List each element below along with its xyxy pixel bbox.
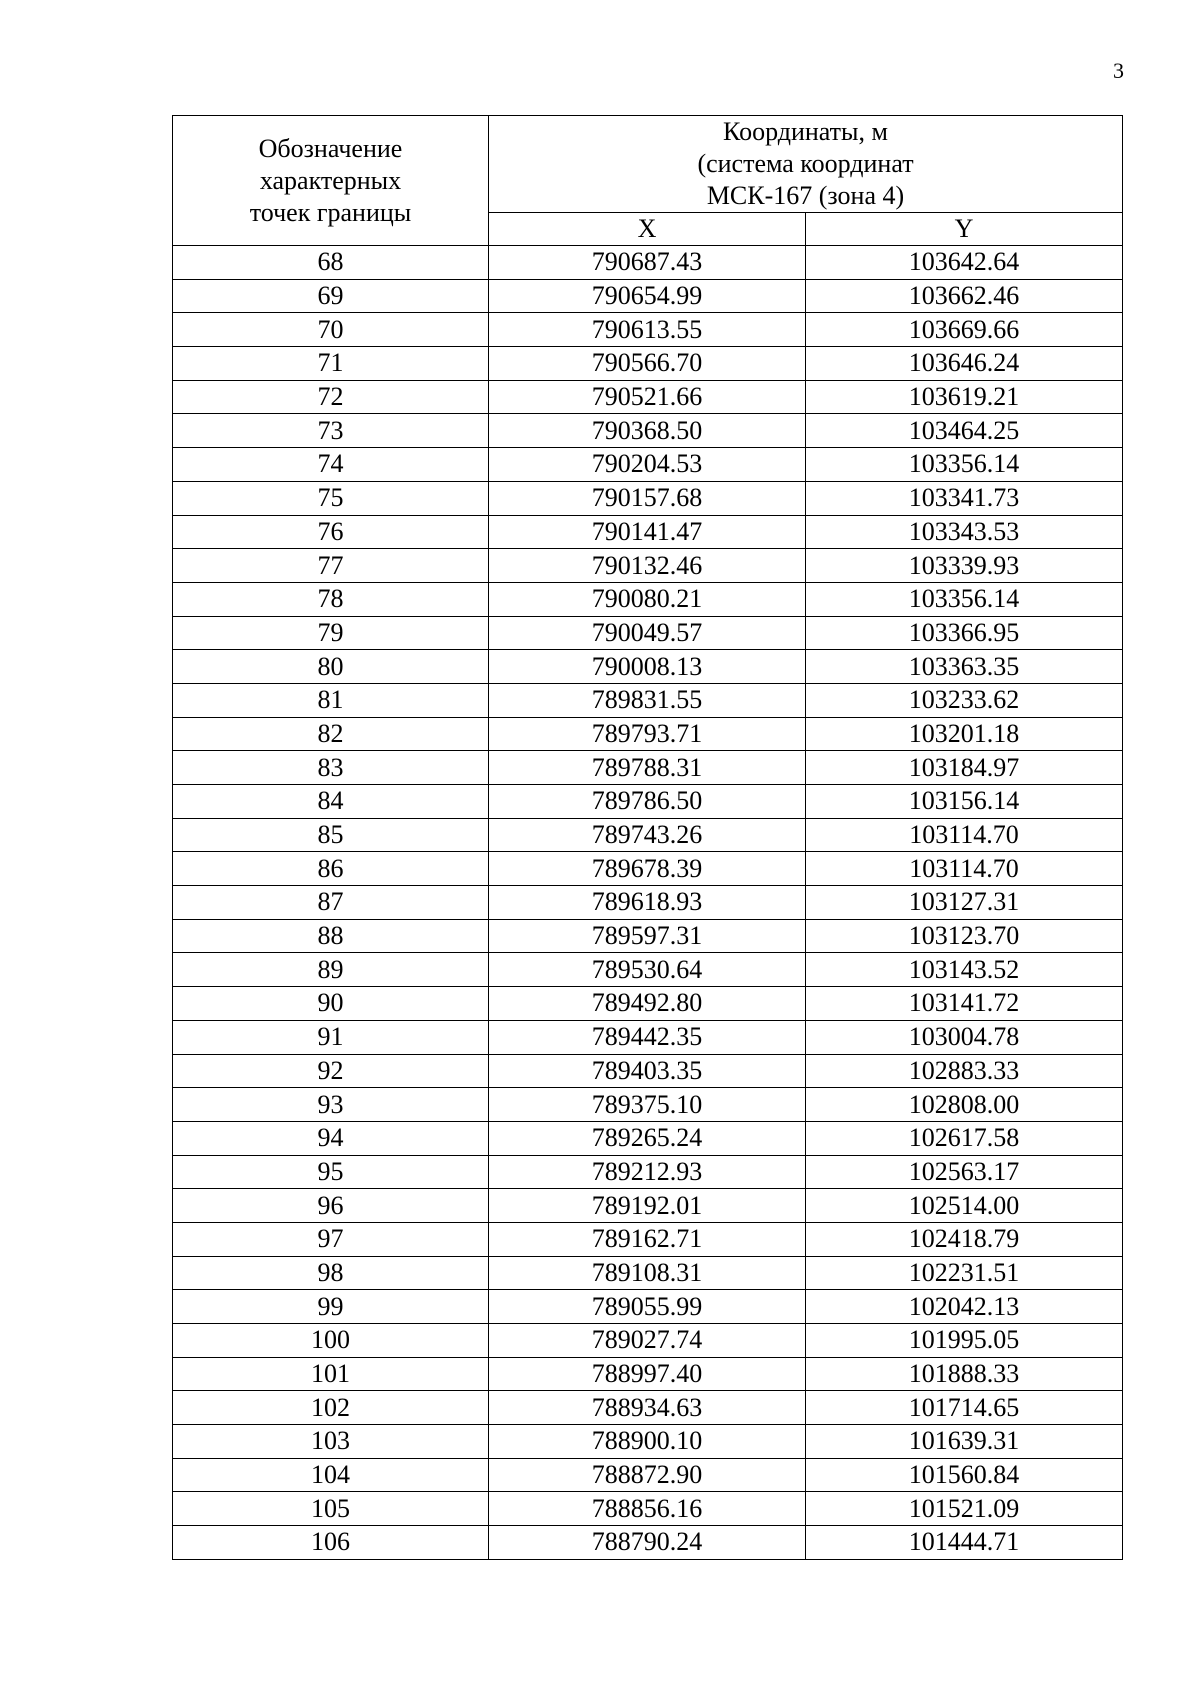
x-coordinate-cell: 789192.01 [489,1189,806,1223]
table-body [173,246,1123,1560]
x-coordinate-cell: 790132.46 [489,549,806,583]
point-number-cell: 77 [173,549,489,583]
point-number-cell: 104 [173,1458,489,1492]
coordinates-column-header [489,116,1123,213]
point-number-cell: 74 [173,448,489,482]
point-number-cell: 87 [173,886,489,920]
table-row [173,1155,1123,1189]
table-row [173,683,1123,717]
y-coordinate-cell: 103127.31 [806,886,1123,920]
point-number-cell: 72 [173,380,489,414]
table-row [173,313,1123,347]
x-coordinate-cell: 789831.55 [489,683,806,717]
table-row [173,818,1123,852]
table-row [173,852,1123,886]
point-number-cell: 103 [173,1425,489,1459]
table-row [173,1088,1123,1122]
point-number-cell: 99 [173,1290,489,1324]
y-coordinate-cell: 103464.25 [806,414,1123,448]
point-number-cell: 89 [173,953,489,987]
x-coordinate-cell: 788900.10 [489,1425,806,1459]
table-row [173,650,1123,684]
x-coordinate-cell: 789212.93 [489,1155,806,1189]
table-row [173,1290,1123,1324]
table-row [173,886,1123,920]
table-row [173,1189,1123,1223]
x-coordinate-cell: 790654.99 [489,279,806,313]
coords-header-line: МСК-167 (зона 4) [706,181,905,210]
point-number-cell: 85 [173,818,489,852]
y-coordinate-cell: 103363.35 [806,650,1123,684]
table-row [173,616,1123,650]
points-column-header [173,116,489,246]
table-row [173,448,1123,482]
y-coordinate-cell: 103233.62 [806,683,1123,717]
y-coordinate-cell: 102514.00 [806,1189,1123,1223]
y-coordinate-cell: 101995.05 [806,1324,1123,1358]
x-coordinate-cell: 790008.13 [489,650,806,684]
page-number: 3 [1113,58,1124,83]
point-number-cell: 95 [173,1155,489,1189]
table-row [173,1054,1123,1088]
point-number-cell: 81 [173,683,489,717]
y-coordinate-cell: 101714.65 [806,1391,1123,1425]
point-number-cell: 82 [173,717,489,751]
point-number-cell: 75 [173,481,489,515]
y-coordinate-cell: 102563.17 [806,1155,1123,1189]
point-number-cell: 73 [173,414,489,448]
y-coordinate-cell: 103114.70 [806,852,1123,886]
table-row [173,1391,1123,1425]
x-coordinate-cell: 790613.55 [489,313,806,347]
table-row [173,1357,1123,1391]
point-number-cell: 76 [173,515,489,549]
point-number-cell: 70 [173,313,489,347]
table-row [173,1256,1123,1290]
table-row [173,785,1123,819]
x-coordinate-cell: 789530.64 [489,953,806,987]
x-coordinate-cell: 788790.24 [489,1526,806,1560]
y-coordinate-cell: 103339.93 [806,549,1123,583]
x-coordinate-cell: 788997.40 [489,1357,806,1391]
y-coordinate-cell: 101521.09 [806,1492,1123,1526]
table-row [173,515,1123,549]
table-row [173,751,1123,785]
point-number-cell: 98 [173,1256,489,1290]
x-coordinate-cell: 788856.16 [489,1492,806,1526]
x-coordinate-cell: 790368.50 [489,414,806,448]
point-number-cell: 92 [173,1054,489,1088]
table-row [173,279,1123,313]
y-coordinate-cell: 103343.53 [806,515,1123,549]
x-coordinate-cell: 790080.21 [489,582,806,616]
x-coordinate-cell: 790204.53 [489,448,806,482]
x-coordinate-cell: 789442.35 [489,1020,806,1054]
y-coordinate-cell: 101888.33 [806,1357,1123,1391]
table-row [173,481,1123,515]
table-row [173,1020,1123,1054]
point-number-cell: 101 [173,1357,489,1391]
table-row [173,1492,1123,1526]
table-row [173,987,1123,1021]
y-coordinate-cell: 103156.14 [806,785,1123,819]
y-coordinate-cell: 101560.84 [806,1458,1123,1492]
coords-header-line: (система координат [697,149,914,178]
y-coordinate-cell: 103143.52 [806,953,1123,987]
y-coordinate-cell: 102883.33 [806,1054,1123,1088]
table-row [173,1526,1123,1560]
table-row [173,380,1123,414]
table-header [173,116,1123,246]
x-coordinate-cell: 789162.71 [489,1222,806,1256]
coordinates-table [172,115,1123,1560]
x-coordinate-cell: 788934.63 [489,1391,806,1425]
table-row [173,1324,1123,1358]
x-coordinate-cell: 789597.31 [489,919,806,953]
y-coordinate-cell: 101444.71 [806,1526,1123,1560]
y-coordinate-cell: 103341.73 [806,481,1123,515]
x-coordinate-cell: 790566.70 [489,347,806,381]
point-number-cell: 88 [173,919,489,953]
point-number-cell: 78 [173,582,489,616]
x-coordinate-cell: 789108.31 [489,1256,806,1290]
x-coordinate-cell: 790049.57 [489,616,806,650]
point-number-cell: 91 [173,1020,489,1054]
y-coordinate-cell: 103669.66 [806,313,1123,347]
table-row [173,717,1123,751]
point-number-cell: 71 [173,347,489,381]
x-coordinate-cell: 790141.47 [489,515,806,549]
x-coordinate-cell: 789265.24 [489,1121,806,1155]
coords-header-line: Координаты, м [723,117,888,146]
x-coordinate-cell: 789786.50 [489,785,806,819]
table-row [173,1425,1123,1459]
table-row [173,549,1123,583]
point-number-cell: 86 [173,852,489,886]
table-row [173,1121,1123,1155]
point-number-cell: 96 [173,1189,489,1223]
x-coordinate-cell: 789027.74 [489,1324,806,1358]
table-row [173,414,1123,448]
y-coordinate-cell: 103356.14 [806,448,1123,482]
x-coordinate-cell: 789375.10 [489,1088,806,1122]
x-coordinate-cell: 789678.39 [489,852,806,886]
table-row [173,953,1123,987]
points-header-line: Обозначение [258,133,403,163]
table-row [173,347,1123,381]
y-coordinate-cell: 102418.79 [806,1222,1123,1256]
x-coordinate-cell: 789403.35 [489,1054,806,1088]
y-coordinate-cell: 103004.78 [806,1020,1123,1054]
table-row [173,1458,1123,1492]
points-header-line: характерных [259,165,402,195]
point-number-cell: 100 [173,1324,489,1358]
points-header-line: точек границы [249,197,412,227]
point-number-cell: 97 [173,1222,489,1256]
x-coordinate-cell: 789618.93 [489,886,806,920]
y-coordinate-cell: 103184.97 [806,751,1123,785]
x-coordinate-cell: 789492.80 [489,987,806,1021]
point-number-cell: 106 [173,1526,489,1560]
x-column-header: X [489,213,806,246]
y-coordinate-cell: 102231.51 [806,1256,1123,1290]
point-number-cell: 102 [173,1391,489,1425]
y-coordinate-cell: 103123.70 [806,919,1123,953]
y-coordinate-cell: 101639.31 [806,1425,1123,1459]
x-coordinate-cell: 789743.26 [489,818,806,852]
point-number-cell: 83 [173,751,489,785]
y-coordinate-cell: 102042.13 [806,1290,1123,1324]
x-coordinate-cell: 790521.66 [489,380,806,414]
y-coordinate-cell: 102617.58 [806,1121,1123,1155]
x-coordinate-cell: 790687.43 [489,246,806,280]
point-number-cell: 68 [173,246,489,280]
y-coordinate-cell: 103114.70 [806,818,1123,852]
point-number-cell: 69 [173,279,489,313]
x-coordinate-cell: 788872.90 [489,1458,806,1492]
y-coordinate-cell: 103356.14 [806,582,1123,616]
table-row [173,246,1123,280]
point-number-cell: 105 [173,1492,489,1526]
x-coordinate-cell: 790157.68 [489,481,806,515]
y-coordinate-cell: 103366.95 [806,616,1123,650]
table-row [173,919,1123,953]
point-number-cell: 79 [173,616,489,650]
y-column-header: Y [806,213,1123,246]
point-number-cell: 80 [173,650,489,684]
y-coordinate-cell: 103201.18 [806,717,1123,751]
table-row [173,1222,1123,1256]
x-coordinate-cell: 789788.31 [489,751,806,785]
point-number-cell: 90 [173,987,489,1021]
point-number-cell: 94 [173,1121,489,1155]
point-number-cell: 84 [173,785,489,819]
y-coordinate-cell: 102808.00 [806,1088,1123,1122]
x-coordinate-cell: 789055.99 [489,1290,806,1324]
x-coordinate-cell: 789793.71 [489,717,806,751]
y-coordinate-cell: 103141.72 [806,987,1123,1021]
y-coordinate-cell: 103642.64 [806,246,1123,280]
y-coordinate-cell: 103646.24 [806,347,1123,381]
y-coordinate-cell: 103662.46 [806,279,1123,313]
point-number-cell: 93 [173,1088,489,1122]
y-coordinate-cell: 103619.21 [806,380,1123,414]
table-row [173,582,1123,616]
